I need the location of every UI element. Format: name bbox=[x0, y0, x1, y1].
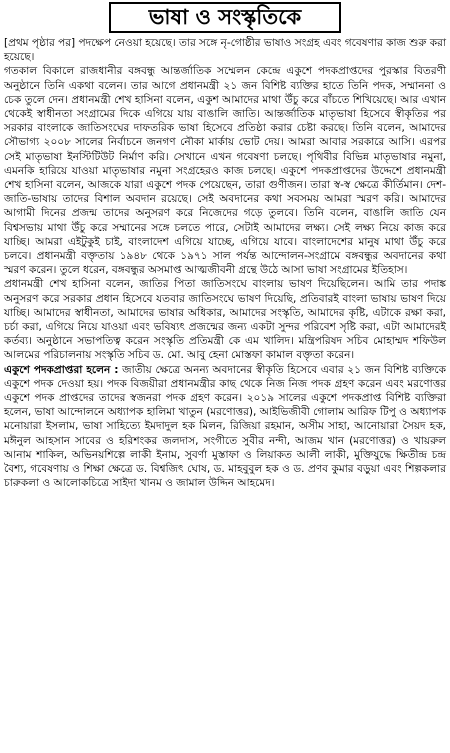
article-paragraph-3 bbox=[4, 277, 446, 362]
article-body bbox=[4, 36, 446, 491]
awardees-runin-heading: একুশে পদকপ্রাপ্তরা হলেন : bbox=[4, 363, 119, 376]
paragraph-text: প্রধানমন্ত্রী শেখ হাসিনা বলেন, জাতির পিতা জাতিসংঘে বাংলায় ভাষণ দিয়েছিলেন। আমি তার পদাঙ্ক অনুসরণ করে সরকার প্রধান হিসেবে যতবার জাতিসংঘে ভাষণ দিয়েছি, প্রতিবারই বাংলা ভাষায় ভাষণ দিয়ে যাচ্ছি। আমাদের স্বাধীনতা, আমাদের ভাষার অধিকার, আমাদের সংস্কৃতি, আমাদের কৃষ্টি, এটাকে রক্ষা করা, চর্চা করা, এগিয়ে নিয়ে যাওয়া এবং ভবিষ্যৎ প্রজন্মের জন্য একটা সুন্দর পরিবেশ সৃষ্টি করা, এটা আমাদেরই কর্তব্য। অনুষ্ঠানে সভাপতিত্ব করেন সংস্কৃতি প্রতিমন্ত্রী কে এম খালিদ। মন্ত্রিপরিষদ সচিব মোহাম্মদ শফিউল আলমের পরিচালনায় সংস্কৃতি সচিব ড. মো. আবু হেনা মোস্তফা কামাল বক্তৃতা করেন। bbox=[4, 278, 446, 362]
article-paragraph-1 bbox=[4, 36, 446, 64]
headline-box bbox=[109, 2, 341, 33]
headline: ভাষা ও সংস্কৃতিকে bbox=[148, 5, 302, 29]
awardees-paragraph bbox=[4, 363, 446, 491]
continuation-label: [প্রথম পৃষ্ঠার পর] bbox=[4, 37, 76, 49]
paragraph-text: গতকাল বিকালে রাজধানীর বঙ্গবন্ধু আন্তর্জাতিক সম্মেলন কেন্দ্রে একুশে পদকপ্রাপ্তদের পুরস্কার বিতরণী অনুষ্ঠানে তিনি একথা বলেন। তার আগে প্রধানমন্ত্রী ২১ জন বিশিষ্ট ব্যক্তির হাতে তিনি পদক, সম্মাননা ও চেক তুলে দেন। প্রধানমন্ত্রী শেখ হাসিনা বলেন, একুশ আমাদের মাথা উঁচু করে বাঁচতে শিখিয়েছে। আর এখান থেকেই স্বাধীনতা সংগ্রামের দিকে এগিয়ে যায় বাঙালি জাতি। আন্তর্জাতিক মাতৃভাষা হিসেবে স্বীকৃতির পর সরকার বাংলাকে জাতিসংঘের দাফতরিক ভাষা হিসেবে প্রতিষ্ঠা করার চেষ্টা করছে। তিনি বলেন, আমাদের সৌভাগ্য ২০০৮ সালের নির্বাচনে জনগণ নৌকা মার্কায় ভোট দেয়। আমরা আবার সরকারে আসি। এরপর সেই মাতৃভাষা ইনস্টিটিউট নির্মাণ করি। সেখানে এখন গবেষণা চলছে। পৃথিবীর বিভিন্ন মাতৃভাষার নমুনা, এমনকি হারিয়ে যাওয়া মাতৃভাষার নমুনা সংগ্রহেরও কাজ চলছে। একুশে পদকপ্রাপ্তদের উদ্দেশে প্রধানমন্ত্রী শেখ হাসিনা বলেন, আজকে যারা একুশে পদক পেয়েছেন, তারা গুণীজন। তারা স্ব-স্ব ক্ষেত্রে কীর্তিমান। দেশ-জাতি-ভাষায় তাদের বিশাল অবদান রয়েছে। সেই অবদানের কথা সবসময় আমরা স্মরণ করি। আমাদের আগামী দিনের প্রজন্ম তাদের অনুসরণ করে নিজেদের গড়ে তুলবে। তিনি বলেন, বাঙালি জাতি যেন বিশ্বসভায় মাথা উঁচু করে সম্মানের সঙ্গে চলতে পারে, সেটাই আমাদের লক্ষ্য। সেই লক্ষ্য নিয়ে কাজ করে যাচ্ছি। আমরা এইটুকুই চাই, বাংলাদেশ এগিয়ে যাচ্ছে, এগিয়ে যাবে। বাংলাদেশের মানুষ মাথা উঁচু করে চলবে। প্রধানমন্ত্রী বক্তৃতায় ১৯৪৮ থেকে ১৯৭১ সাল পর্যন্ত আন্দোলন-সংগ্রামে বঙ্গবন্ধুর অবদানের কথা স্মরণ করেন। তুলে ধরেন, বঙ্গবন্ধুর অসমাপ্ত আত্মজীবনী গ্রন্থে উঠে আসা ভাষা সংগ্রামের ইতিহাস। bbox=[4, 65, 446, 277]
article-paragraph-2 bbox=[4, 64, 446, 277]
paragraph-text: জাতীয় ক্ষেত্রে অনন্য অবদানের স্বীকৃতি হিসেবে এবার ২১ জন বিশিষ্ট ব্যক্তিকে একুশে পদক দেওয়া হয়। পদক বিজয়ীরা প্রধানমন্ত্রীর কাছ থেকে নিজ নিজ পদক গ্রহণ করেন এবং মরণোত্তর একুশে পদক প্রাপ্তদের তাদের স্বজনরা পদক গ্রহণ করেন। ২০১৯ সালের একুশে পদকপ্রাপ্ত বিশিষ্ট ব্যক্তিরা হলেন, ভাষা আন্দোলনে অধ্যাপক হালিমা খাতুন (মরণোত্তর), আইভিজীবী গোলাম আরিফ টিপু ও অধ্যাপক মনোয়ারা ইসলাম, ভাষা সাহিত্যে ইমদাদুল হক মিলন, রিজিয়া রহমান, অসীম সাহা, আনোয়ারা সৈয়দ হক, মঈনুল আহসান সাবের ও হরিশংকর জলদাস, সংগীতে সুবীর নন্দী, আজম খান (মরণোত্তর) ও খায়রুল আনাম শাকিল, অভিনয়শিল্পে লাকী ইনাম, সুবর্ণা মুস্তাফা ও লিয়াকত আলী লাকী, মুক্তিযুদ্ধে ক্ষিতীন্দ্র চন্দ্র বৈশ্য, গবেষণায় ও শিক্ষা ক্ষেত্রে ড. বিশ্বজিৎ ঘোষ, ড. মাহবুবুল হক ও ড. প্রণব কুমার বড়ুয়া এবং শিল্পকলার চারুকলা ও আলোকচিত্রে সাইদা খানম ও জামাল উদ্দিন আহমেদ। bbox=[4, 363, 446, 490]
paragraph-text: পদক্ষেপ নেওয়া হয়েছে। তার সঙ্গে নৃ-গোষ্ঠীর ভাষাও সংগ্রহ এবং গবেষণার কাজ শুরু করা হয়েছে। bbox=[4, 37, 446, 64]
